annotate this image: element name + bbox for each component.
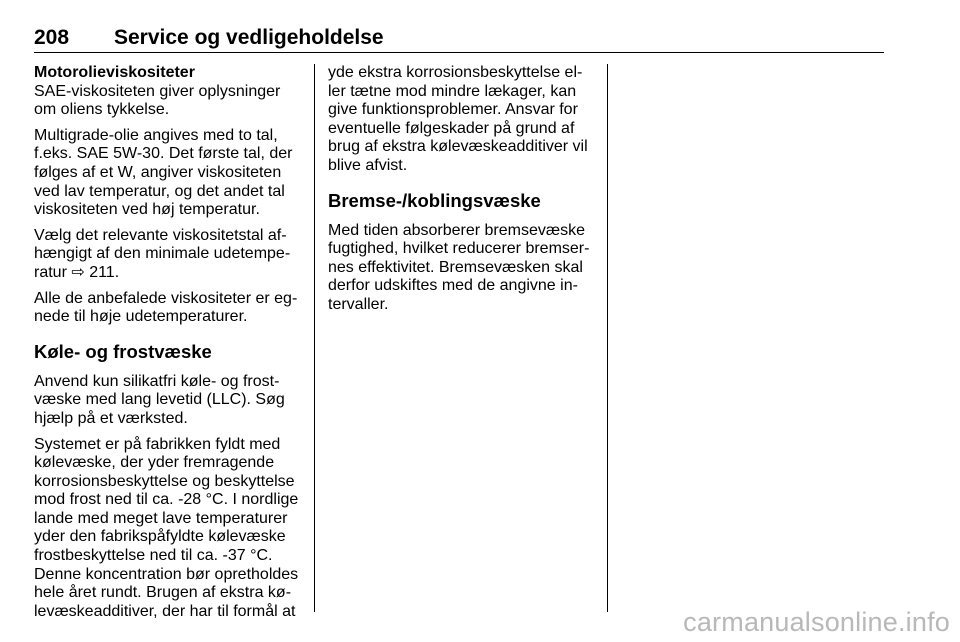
subheading-viscosity: Motorolieviskositeter bbox=[34, 64, 195, 81]
paragraph: Alle de anbefalede viskositeter er eg- nede til høje udetemperaturer. bbox=[34, 289, 298, 326]
section-heading-brake-fluid: Bremse-/koblingsvæske bbox=[328, 189, 541, 211]
column-divider bbox=[607, 64, 608, 612]
page-title: Service og vedligeholdelse bbox=[114, 26, 384, 49]
text-column-middle bbox=[328, 64, 596, 322]
paragraph: Anvend kun silikatfri køle- og frost- væske med lang levetid (LLC). Søg hjælp på et værksted. bbox=[34, 372, 285, 427]
section-heading-coolant: Køle- og frostvæske bbox=[34, 340, 212, 362]
page-number: 208 bbox=[34, 26, 70, 49]
text-column-left bbox=[34, 64, 302, 628]
paragraph: SAE-viskositeten giver oplysninger om oliens tykkelse. bbox=[34, 82, 281, 119]
paragraph: Systemet er på fabrikken fyldt med kølevæske, der yder fremragende korrosionsbeskyttelse og beskyttelse mod frost ned til ca. -28 °C. I nordlige lande med meget lave temperaturer yder den fabrikspåfyldte kølevæske frostbeskyttelse ned til ca. -37 °C. Denne koncentration bør opretholdes hele året rundt. Brugen af ekstra kø- levæskeadditiver, der har til formål at bbox=[34, 435, 299, 620]
paragraph: Med tiden absorberer bremsevæske fugtighed, hvilket reducerer bremser- nes effektivitet. Bremsevæsken skal derfor udskiftes med de angivne in- tervaller. bbox=[328, 221, 590, 313]
paragraph: yde ekstra korrosionsbeskyttelse el- ler tætne mod mindre lækager, kan give funktionsproblemer. Ansvar for eventuelle følgeskader på grund af brug af ekstra kølevæskeadditiver vil blive afvist. bbox=[328, 64, 588, 174]
column-divider bbox=[314, 64, 315, 612]
watermark: carmanualsonline.info bbox=[683, 607, 950, 637]
paragraph: Multigrade-olie angives med to tal, f.eks. SAE 5W-30. Det første tal, der følges af et W, angiver viskositeten ved lav temperatur, og det andet tal viskositeten ved høj temperatur. bbox=[34, 126, 293, 219]
paragraph-with-page-ref: Vælg det relevante viskositetstal af- hængigt af den minimale udetempe- ratur ⇨ 211. bbox=[34, 226, 291, 281]
page-header bbox=[34, 26, 884, 53]
